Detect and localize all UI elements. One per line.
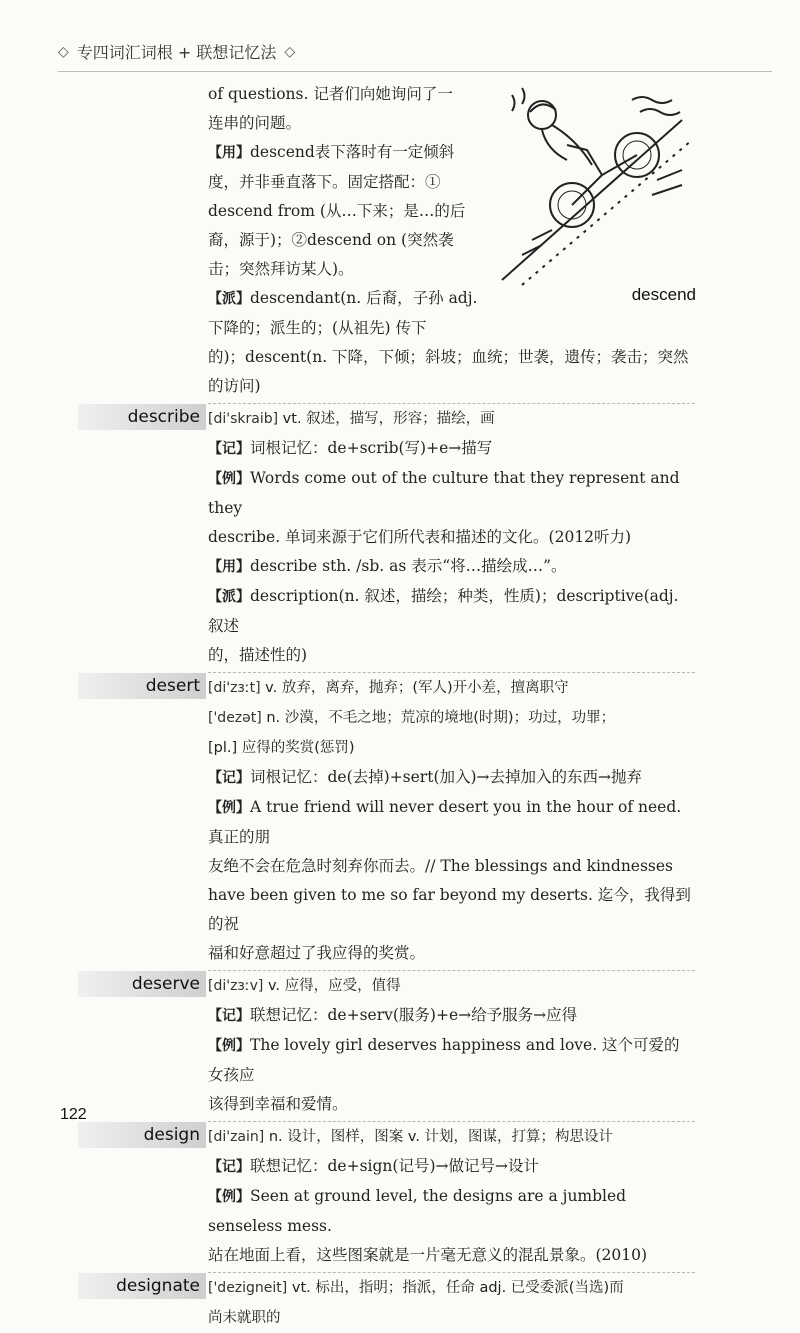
headword: design — [78, 1122, 206, 1148]
usage-tag: 【用】 — [208, 145, 250, 161]
section-tag: 【记】 — [208, 1159, 250, 1175]
definition: n. 沙漠，不毛之地；荒凉的境地(时期)；功过，功罪； — [261, 710, 616, 726]
entry-line — [208, 793, 695, 852]
pronunciation: [di'skraib] — [208, 411, 279, 427]
pronunciation: [di'zɜːt] — [208, 680, 261, 696]
section-tag: 【用】 — [208, 559, 250, 575]
entry-deserve — [131, 970, 695, 1119]
pronunciation: [di'zain] — [208, 1129, 265, 1145]
usage-line: 击；突然拜访某人)。 — [208, 260, 354, 278]
headword: deserve — [78, 971, 206, 997]
intro-line: of questions. 记者们向她询问了一 — [208, 85, 453, 103]
definition: vt. 标出，指明；指派，任命 adj. 已受委派(当选)而 — [287, 1280, 624, 1296]
headword: describe — [78, 404, 206, 430]
usage-line: 度，并非垂直落下。固定搭配：① — [208, 173, 441, 191]
entry-line — [208, 404, 695, 434]
entry-design — [143, 1121, 695, 1270]
diamond-icon: ◇ — [284, 43, 296, 60]
section-tag: 【派】 — [208, 589, 250, 605]
definition: n. 设计，图样，图案 v. 计划，图谋，打算；构思设计 — [264, 1129, 614, 1145]
illustration-label: descend — [631, 285, 696, 304]
entry-line — [208, 1152, 695, 1182]
entry-text: 的，描述性的) — [208, 646, 308, 664]
entry-line — [208, 673, 695, 703]
entry-text: A true friend will never desert you in the hour of need. 真正的朋 — [208, 798, 682, 846]
entry-line — [208, 1182, 695, 1241]
entry-line — [208, 464, 695, 523]
entry-line — [208, 582, 695, 641]
entry-line — [208, 763, 695, 793]
entry-line — [208, 939, 695, 968]
entry-line — [208, 523, 695, 552]
entry-text: have been given to me so far beyond my deserts. 迄今，我得到的祝 — [208, 886, 691, 933]
entry-line — [208, 1001, 695, 1031]
usage-text: descend表下落时有一定倾斜 — [250, 143, 455, 161]
entry-text: 联想记忆：de+serv(服务)+e→给予服务→应得 — [250, 1006, 578, 1024]
headword: desert — [78, 673, 206, 699]
diamond-icon: ◇ — [58, 43, 69, 60]
derivative-line: 下降的；派生的；(从祖先) 传下 — [208, 319, 427, 337]
pronunciation: ['dezigneit] — [208, 1280, 288, 1296]
intro-block — [208, 80, 483, 343]
usage-line: 裔，源于)；②descend on (突然袭 — [208, 231, 454, 249]
entry-line — [208, 733, 695, 763]
entry-text: description(n. 叙述，描绘；种类，性质)；descriptive(adj. 叙述 — [208, 587, 679, 635]
entry-text: 词根记忆：de(去掉)+sert(加入)→去掉加入的东西→抛弃 — [250, 768, 643, 786]
usage-line — [208, 138, 483, 168]
entry-describe — [127, 403, 695, 670]
definition: vt. 叙述，描写，形容；描绘，画 — [278, 411, 495, 427]
section-tag: 【例】 — [208, 1038, 250, 1054]
intro-block-wide — [208, 343, 695, 401]
page-header — [58, 40, 772, 72]
section-tag: 【例】 — [208, 471, 250, 487]
pronunciation: [di'zɜːv] — [208, 978, 264, 994]
section-tag: 【例】 — [208, 800, 250, 816]
section-tag: 【记】 — [208, 1008, 250, 1024]
entry-line — [208, 971, 695, 1001]
entry-text: describe sth. /sb. as 表示“将…描绘成…”。 — [250, 557, 567, 575]
entry-line — [208, 1031, 695, 1090]
entry-text: 友绝不会在危急时刻弃你而去。// The blessings and kindnesses — [208, 857, 674, 875]
entry-text: The lovely girl deserves happiness and love. 这个可爱的女孩应 — [208, 1036, 680, 1084]
definition: v. 放弃，离弃，抛弃；(军人)开小差，擅离职守 — [260, 680, 569, 696]
definition: v. 应得，应受，值得 — [263, 978, 401, 994]
derivative-text: descendant(n. 后裔，子孙 adj. — [250, 289, 478, 307]
derivative-line: 的)；descent(n. 下降，下倾；斜坡；血统；世袭，遗传；袭击；突然 — [208, 348, 689, 366]
section-tag: 【例】 — [208, 1189, 250, 1205]
entry-text: describe. 单词来源于它们所代表和描述的文化。(2012听力) — [208, 528, 632, 546]
entry-line — [208, 434, 695, 464]
derivative-line — [208, 284, 483, 314]
entry-text: 福和好意超过了我应得的奖赏。 — [208, 944, 426, 962]
section-tag: 【记】 — [208, 770, 250, 786]
entry-list — [116, 403, 695, 1333]
entry-text: Words come out of the culture that they represent and they — [208, 469, 680, 517]
derivative-tag: 【派】 — [208, 291, 250, 307]
definition: 尚未就职的 — [208, 1310, 281, 1326]
entry-designate — [116, 1272, 695, 1333]
entry-line — [208, 1241, 695, 1270]
entry-line — [208, 1122, 695, 1152]
definition: [pl.] 应得的奖赏(惩罚) — [208, 740, 355, 756]
page-number: 122 — [60, 1106, 87, 1123]
dictionary-body — [116, 80, 695, 1333]
entry-line — [208, 552, 695, 582]
intro-line: 连串的问题。 — [208, 114, 302, 132]
entry-line — [208, 703, 695, 733]
section-tag: 【记】 — [208, 441, 250, 457]
entry-text: 站在地面上看，这些图案就是一片毫无意义的混乱景象。(2010) — [208, 1246, 648, 1264]
entry-line — [208, 852, 695, 881]
entry-text: 该得到幸福和爱情。 — [208, 1095, 348, 1113]
entry-desert — [145, 672, 695, 968]
entry-text: 联想记忆：de+sign(记号)→做记号→设计 — [250, 1157, 539, 1175]
headword: designate — [78, 1273, 206, 1299]
header-title: 专四词汇词根 + 联想记忆法 — [76, 43, 277, 62]
entry-text: Seen at ground level, the designs are a jumbled senseless mess. — [208, 1187, 627, 1235]
pronunciation: ['dezət] — [208, 710, 262, 726]
entry-line — [208, 1273, 695, 1303]
entry-line — [208, 641, 695, 670]
entry-line — [208, 1090, 695, 1119]
usage-line: descend from (从…下来；是…的后 — [208, 202, 466, 220]
entry-text: 词根记忆：de+scrib(写)+e→描写 — [250, 439, 493, 457]
entry-line — [208, 1303, 695, 1333]
derivative-line: 的访问) — [208, 377, 261, 395]
entry-line — [208, 881, 695, 939]
